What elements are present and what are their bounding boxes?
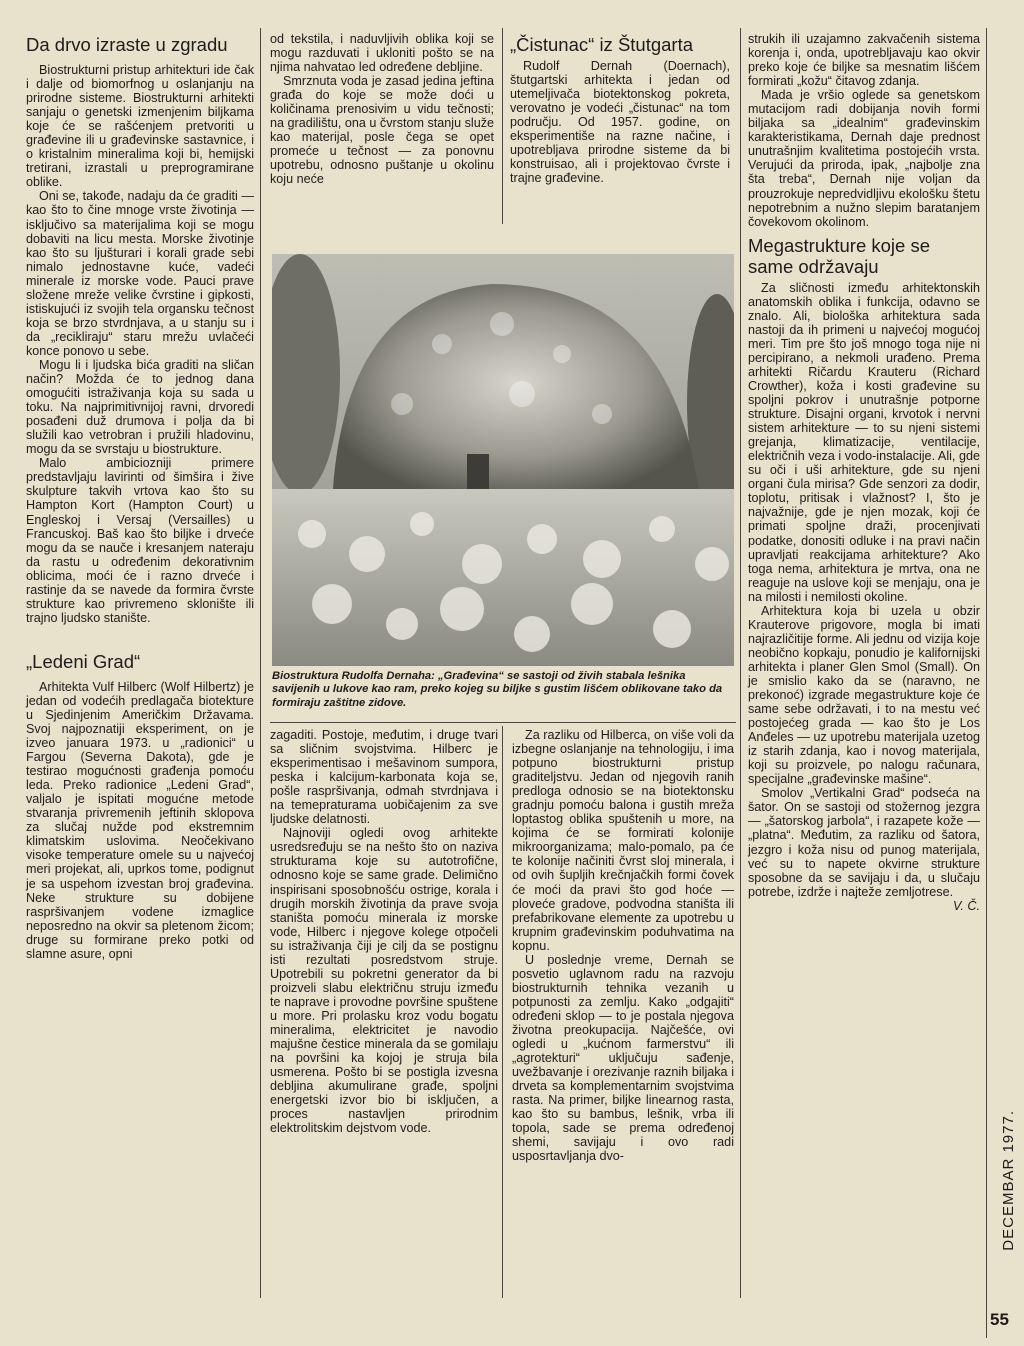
paragraph: strukih ili uzajamno zakvačenih sistema korenja i, onda, upotrebljavaju kao okvir preko koje će biljke sa mesnatim lišćem formirati „kožu“ čitavog zdanja. <box>748 32 980 89</box>
magazine-page <box>20 28 986 1338</box>
author-signature: V. Č. <box>952 898 980 913</box>
paragraph: Smrznuta voda je zasad jedina jeftina građa do koje se može doći u količinama prenosivim u vidu tečnosti; na gradilištu, ona u čvrstom stanju služe kao materijal, posle čega se opet promeće u tečnost — za ponovnu upotrebu, odnosno puštanje u okolinu koju neće <box>270 74 495 187</box>
column-1 <box>26 34 254 961</box>
column-3-bottom <box>512 728 734 1163</box>
column-rule-3 <box>740 28 741 1298</box>
tree-building-photo <box>272 254 734 666</box>
paragraph: Mogu li i ljudska bića graditi na sličan način? Možda će to jednog dana omogućiti istraživanja koja su sada u toku. Na najprimitivnijoj ravni, drvoredi posađeni duž drumova i polja da bi služili kao vetrobran i pružili hladovinu, mogu da se svrstaju u biostrukture. <box>26 357 254 457</box>
paragraph: Najnoviji ogledi ovog arhitekte usredsređuju se na nešto što on naziva strukturama koje su autotrofične, odnosno koje se same grade. Delimično inspirisani sposobnošću ostrige, korala i drugih morskih životinja da prave svoja staništa pomoću minerala iz morske vode, Hilberc i njegove kolege otpočeli su istraživanja čiji je cilj da se postignu isti rezultati posredstvom struje. Upotrebili su pokretni generator da bi proizveli slabu električnu struju između te naprave i provodne površine spuštene u more. Pri prolasku kroz vodu bogatu mineralima, elektricitet je navodio majušne čestice minerala da se gomilaju na površini ka kojoj je struja bila usmerena. Pošto bi se postigla izvesna debljina akumulirane građe, spoljni energetski izvor bio bi isključen, a proces nastavljen prirodnim elektrolitskim dejstvom vode. <box>270 826 498 1136</box>
paragraph: zagaditi. Postoje, međutim, i druge tvari sa sličnim svojstvima. Hilberc je eksperimentisao i mešavinom sumpora, peska i kalcijum-karbonata koja se, pošle raspršivanja, odmah stvrdnjava i na temepraturama uobičajenim za sve ljudske delatnosti. <box>270 728 498 827</box>
caption-rule <box>270 722 736 723</box>
paragraph: Malo ambiciozniji primere predstavljaju lavirinti od šimšira i žive skulpture takvih vrtova kao što su Hampton Kort (Hampton Court) u Engleskoj i Versaj (Versailles) u Francuskoj. Baš kao što biljke i drveće mogu da se nauče i kresanjem nateraju da rastu u određenim dekorativnim oblicima, moći će i razno drveće i rastinje da se navede da formira čvrste strukture kao privremeno sklonište ili trajno ljudsko stanište. <box>26 456 254 625</box>
paragraph: Biostrukturni pristup arhitekturi ide čak i dalje od biomorfnog u oslanjanju na prirodne sisteme. Biostrukturni arhitekti sanjaju o genetski izmenjenim biljkama koje će se rašćenjem pretvoriti u građevine ili u građevinske sastavnice, i o kristalnim mineralima koji bi, hemijski tretirani, izrastali u preprogramirane oblike. <box>26 63 254 190</box>
paragraph: Arhitektura koja bi uzela u obzir Krauterove prigovore, mogla bi imati najrazličitije forme. Ali jednu od vizija koje neobično kopkaju, ponudio je kalifornijski arhitekta i planer Glen Smol (Small). On je smislio kako da se (naravno, ne prekonoć) izgrade megastrukture koje će same sebe održavati, i to na mestu već postojećeg grada — kao što je Los Anđeles — uz upotrebu materijala uzetog iz starih zdanja, kao i novog materijala, koji su proizvele, po nalogu računara, specijalne „građevinske mašine“. <box>748 603 980 787</box>
column-3-top <box>510 34 730 185</box>
issue-date: DECEMBAR 1977. <box>1000 1110 1017 1251</box>
column-rule-2 <box>502 28 503 224</box>
photo-caption: Biostruktura Rudolfa Dernaha: „Građevina“ se sastoji od živih stabala lešnika savijenih u lukove kao ram, preko kojeg su biljke s gustim lišćem oblikovane tako da formiraju zaštitne zidove. <box>272 670 723 709</box>
paragraph: Mada je vršio oglede sa genetskom mutacijom radi dobijanja novih formi biljaka sa „idealnim“ građevinskim karakteristikama, Dernah daje prednost unutrašnjim kvalitetima postojećih vrsta. Verujući da priroda, ipak, „najbolje zna šta treba“, Dernah nije voljan da prouzrokuje nepredvidljivu ekološku štetu nepotrebnim a nužno slepim baratanjem čovekovom okolinom. <box>748 88 980 229</box>
paragraph: Smolov „Vertikalni Grad“ podseća na šator. On se sastoji od stožernog jezgra — „šatorskog jarbola“, i razapete kože — „platna“. Međutim, za razliku od šatora, jezgro i koža nisu od punog materijala, već su to napete okvirne strukture sposobne da se savijaju i da, u slučaju potrebe, izdrže i najteže zemljotrese. <box>748 786 980 899</box>
photo-image <box>272 254 734 666</box>
paragraph: Oni se, takođe, nadaju da će graditi — kao što to čine mnoge vrste životinja — isključivo sa materijalima koji se mogu dobaviti na licu mesta. Morske životinje kao što su ljušturari i korali grade sebi nimalo jednostavne kuće, vadeći minerale iz morske vode. Pauci prave složene mreže velike čvrstine i gipkosti, istiskujući iz svojih tela organsku tečnost koja se brzo stvrdnjava, a u stanju su i da „recikliraju“ staru mrežu uvlačeći konce ponovo u sebe. <box>26 189 254 358</box>
column-4 <box>748 32 980 913</box>
heading-drvo-zgrada: Da drvo izraste u zgradu <box>26 34 228 55</box>
paragraph: od tekstila, i naduvljivih oblika koji se mogu razduvati i ukloniti pošto se na njima nahvatao led određene debljine. <box>270 32 494 75</box>
outer-rule <box>986 28 987 1338</box>
column-rule-1 <box>260 28 261 1298</box>
heading-megastrukture: Megastrukture koje se same održavaju <box>748 234 931 277</box>
heading-cistunac: „Čistunac“ iz Štutgarta <box>510 34 694 55</box>
heading-ledeni-grad: „Ledeni Grad“ <box>26 650 141 672</box>
column-2-bottom <box>270 728 498 1135</box>
page-number: 55 <box>990 1310 1009 1329</box>
column-2-top <box>270 32 494 187</box>
paragraph: Za razliku od Hilberca, on više voli da izbegne oslanjanje na tehnologiju, i ima potpuno biostrukturni pristup graditeljstvu. Jedan od njegovih ranih predloga odnosio se na biotektonsku gradnju pomoću balona i gustih mreža loptastog oblika spuštenih u more, na kojima će se formirati kolonije mikroorganizama; malo-pomalo, pa će te kolonije načiniti čvrst sloj minerala, i od ovih šupljih krečnjačkih formi čovek će moći da pravi što god hoće — ploveće gradove, podvodna staništa ili prefabrikovane elemente za upotrebu u krupnim građevinskim poduhvatima na kopnu. <box>512 728 734 953</box>
paragraph: U poslednje vreme, Dernah se posvetio uglavnom radu na razvoju biostrukturnih tehnika vezanih u potpunosti za zemlju. Kako „odgajiti“ određeni sklop — to je postala njegova životna preokupacija. Najčešće, ovi ogledi u „kućnom farmerstvu“ ili „agrotekturi“ uključuju sađenje, uvežbavanje i orezivanje raznih biljaka i drveta sa komplementarnim svojstvima rasta. Na primer, biljke linearnog rasta, kao što su bambus, lešnik, vrba ili topola, sade se prema određenoj shemi, savijaju i ovo radi usposrtavljanja dvo- <box>512 952 734 1164</box>
column-rule-2b <box>502 726 503 1298</box>
paragraph: Rudolf Dernah (Doernach), štutgartski arhitekta i jedan od utemeljivača biotektonskog pokreta, verovatno je vodeći „čistunac“ na tom području. Od 1957. godine, on eksperimentiše na razne načine, i upotrebljava prirodne sisteme da bi konstruisao, ali i projektovao čvrste i trajne građevine. <box>510 59 730 186</box>
paragraph: Za sličnosti između arhitektonskih anatomskih oblika i funkcija, odavno se znalo. Ali, biološka arhitektura sada nastoji da ih primeni u najvećoj mogućoj meri. Tim pre što još mnogo toga nije ni percipirano, a nekmoli urađeno. Prema arhitekti Ričardu Krauteru (Richard Crowther), koža i kosti građevine su spoljni pokrov i unutrašnje potporne strukture. Disajni organi, krvotok i nervni sistem arhitekture — to su njeni sistemi grejanja, klimatizacije, ventilacije, električnih veza i vodo-instalacije. Ali, gde su oči i uši arhitekture, gde su njeni organi čula mirisa? Gde senzori za dodir, toplotu, pritisak i vlažnost? I, što je najvažnije, gde je njen mozak, koji će primati spoljne draži, procenjivati podatke, donositi odluke i na pravi način upravljati reakcijama arhitekture? Ako toga nema, arhitektura je mrtva, ona ne reaguje na uslove koji se menjaju, ona je na milosti i nemilosti okoline. <box>748 280 980 604</box>
paragraph: Arhitekta Vulf Hilberc (Wolf Hilbertz) je jedan od vodećih predlagača biotekture u Sjedinjenim Američkim Državama. Svoj najpoznatiji eksperiment, on je izveo januara 1973. u „radionici“ u Fargou (Severna Dakota), gde je testirao mogućnosti građenja pomoću leda. Preko radionice „Ledeni Grad“, valjalo je ispitati mogućne metode stvaranja privremenih jeftinih sklopova za slučaj nužde pod ekstremnim klimatskim uslovima. Neočekivano visoke temperature omele su u najvećoj meri projekat, ali, uprkos tome, podignut je sa uspehom izvestan broj građevina. Neke strukture su dobijene raspršivanjem vodene izmaglice neposredno na okvir sa pletenom žicom; druge su formirane preko potki od slamne asure, opni <box>26 679 254 961</box>
